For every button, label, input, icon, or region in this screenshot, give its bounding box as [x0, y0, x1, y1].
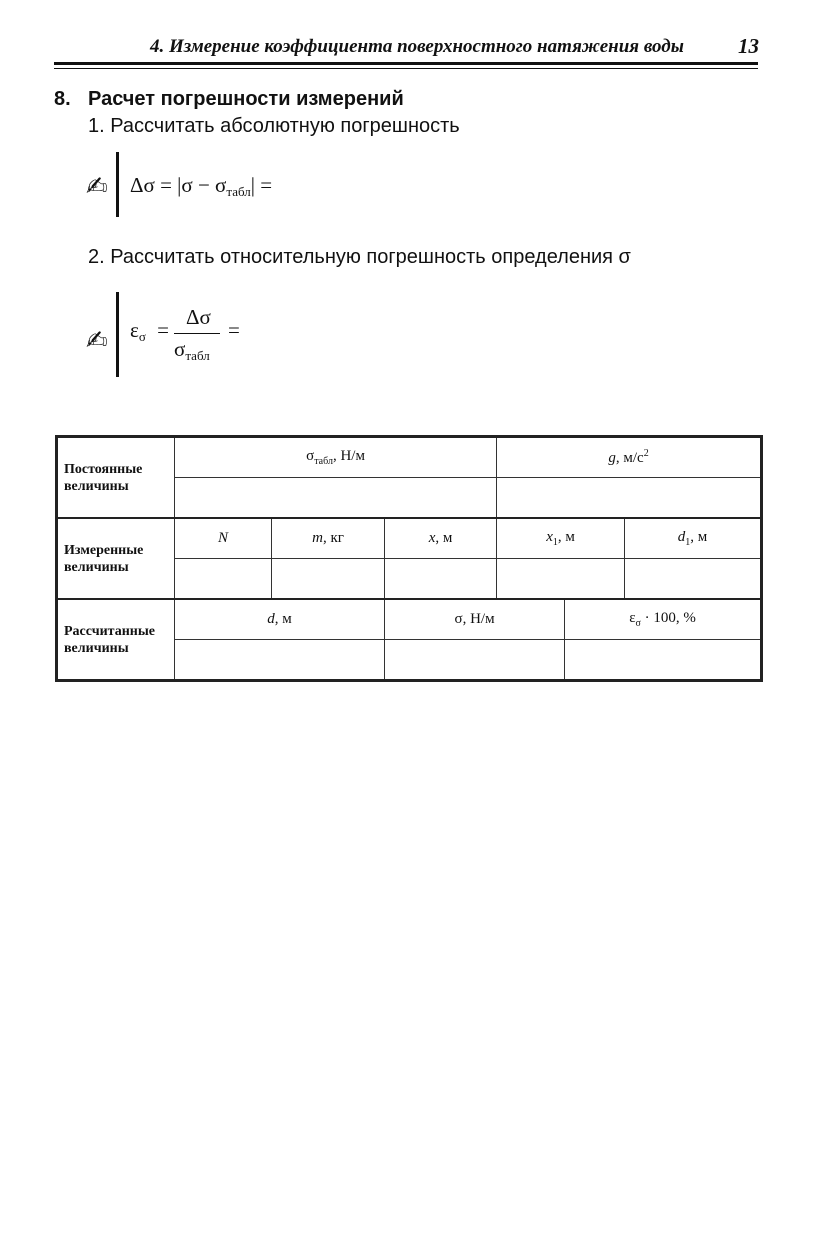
group-label-computed: Рассчитанные величины: [57, 599, 175, 681]
header-N: N: [175, 518, 272, 559]
rel-error-denominator: [174, 337, 210, 362]
header-x: x, м: [385, 518, 497, 559]
rel-error-den: σ: [174, 337, 186, 361]
section-title: Расчет погрешности измерений: [88, 88, 404, 110]
results-table: [55, 435, 763, 682]
page-number: 13: [738, 34, 759, 58]
formula-2-bar: [116, 292, 119, 377]
header-g: g, $м/с^2$: [497, 437, 762, 478]
pencil-writing-icon: ✍: [86, 172, 108, 202]
header-m: m, кг: [272, 518, 385, 559]
group-label-constant: Постоянные величины: [57, 437, 175, 519]
value-cell-N[interactable]: [175, 559, 272, 600]
value-cell-d[interactable]: [175, 640, 385, 681]
rel-error-lhs-group: [130, 318, 169, 343]
header-d1: $d_1$, м: [625, 518, 762, 559]
header-rule-thick: [54, 62, 758, 65]
fraction-line: [174, 333, 220, 334]
value-cell-sigma-tab[interactable]: [175, 478, 497, 519]
abs-error-rhs: | =: [250, 173, 273, 197]
value-cell-x[interactable]: [385, 559, 497, 600]
abs-error-formula: [130, 173, 272, 198]
header-d: d, м: [175, 599, 385, 640]
rel-error-lhs: ε: [130, 318, 139, 342]
section-number: 8.: [54, 88, 71, 110]
value-cell-m[interactable]: [272, 559, 385, 600]
formula-1-bar: [116, 152, 119, 217]
abs-error-sub: табл: [226, 184, 251, 199]
step-2: 2. Рассчитать относительную погрешность определения σ: [88, 246, 631, 268]
value-cell-eps[interactable]: [565, 640, 762, 681]
header-rule-thin: [54, 68, 758, 69]
header-eps: $\varepsilon_\sigma \cdot 100$, %: [565, 599, 762, 640]
rel-error-lhs-sub: σ: [138, 329, 146, 344]
value-cell-g[interactable]: [497, 478, 762, 519]
rel-error-numerator: Δσ: [186, 305, 211, 329]
value-cell-x1[interactable]: [497, 559, 625, 600]
rel-error-tail: =: [228, 318, 240, 342]
header-sigma-tab: $\sigma_{табл}$, Н/м: [175, 437, 497, 478]
value-cell-sigma[interactable]: [385, 640, 565, 681]
abs-error-lhs: Δσ = |σ − σ: [130, 173, 227, 197]
rel-error-eq: =: [157, 318, 169, 342]
pencil-writing-icon: ✍: [86, 326, 108, 356]
rel-error-den-sub: табл: [185, 348, 210, 363]
header-sigma: σ, Н/м: [385, 599, 565, 640]
running-title: 4. Измерение коэффициента поверхностного натяжения воды: [150, 36, 684, 57]
header-x1: $x_1$, м: [497, 518, 625, 559]
group-label-measured: Измеренные величины: [57, 518, 175, 599]
value-cell-d1[interactable]: [625, 559, 762, 600]
step-1: 1. Рассчитать абсолютную погрешность: [88, 115, 460, 137]
